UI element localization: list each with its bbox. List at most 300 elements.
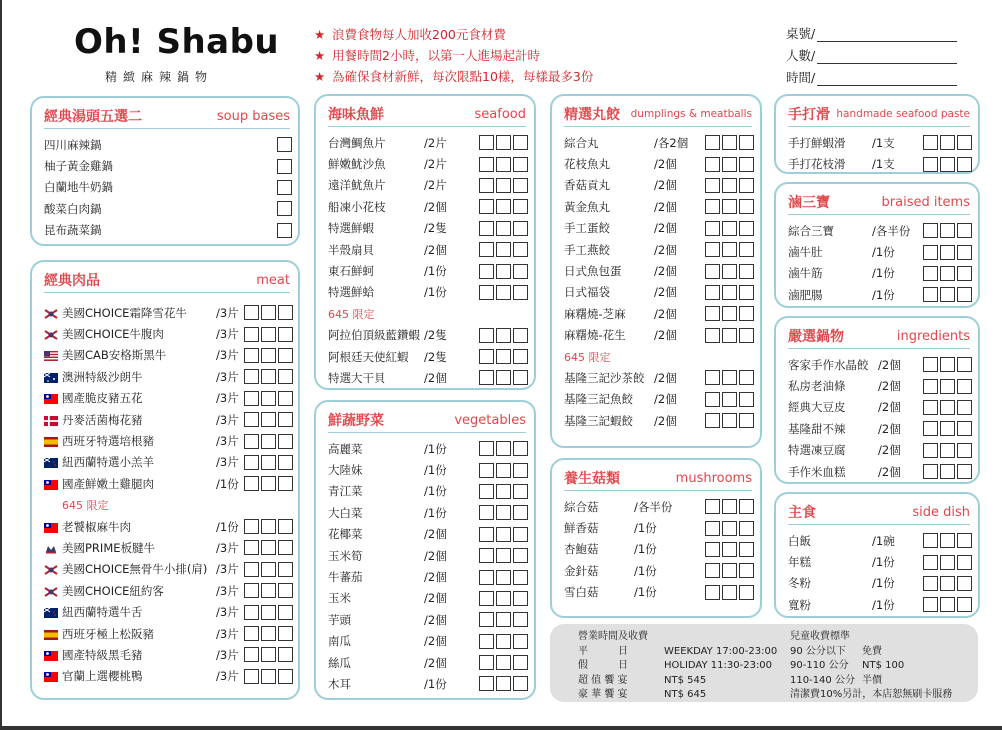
order-checkbox[interactable]	[513, 548, 528, 563]
order-checkbox[interactable]	[739, 499, 754, 514]
order-checkbox[interactable]	[923, 400, 938, 415]
order-checkbox[interactable]	[739, 264, 754, 279]
item-name: 花椰菜	[328, 527, 363, 542]
order-checkbox[interactable]	[479, 484, 494, 499]
item-name: 美國CHOICE牛腹肉	[62, 327, 164, 342]
item-name: 大陸妹	[328, 463, 363, 478]
order-checkbox[interactable]	[496, 370, 511, 385]
order-checkbox[interactable]	[496, 612, 511, 627]
order-checkbox[interactable]	[261, 305, 276, 320]
item-unit: /2個	[424, 548, 447, 563]
tw-flag-icon	[44, 393, 58, 403]
order-checkbox[interactable]	[923, 576, 938, 591]
order-checkbox[interactable]	[496, 221, 511, 236]
section-title: 精選丸餃	[564, 107, 620, 123]
order-checkbox[interactable]	[513, 463, 528, 478]
order-checkbox[interactable]	[722, 370, 737, 385]
order-checkbox[interactable]	[261, 562, 276, 577]
order-checkbox[interactable]	[705, 264, 720, 279]
hours-row: 假 日 HOLIDAY 11:30-23:00	[578, 660, 773, 671]
order-checkbox[interactable]	[957, 266, 972, 281]
order-checkbox[interactable]	[739, 157, 754, 172]
item-unit: /2個	[424, 591, 447, 606]
order-checkbox[interactable]	[739, 221, 754, 236]
item-name: 阿拉伯頂級藍鑽蝦	[328, 328, 420, 343]
order-checkbox[interactable]	[739, 178, 754, 193]
order-checkbox[interactable]	[496, 264, 511, 279]
order-checkbox[interactable]	[940, 443, 955, 458]
item-unit: /2個	[878, 443, 901, 458]
order-checkbox[interactable]	[940, 357, 955, 372]
order-checkbox[interactable]	[957, 157, 972, 172]
order-checkbox[interactable]	[277, 137, 292, 152]
item-unit: /2隻	[424, 349, 447, 364]
order-checkbox[interactable]	[261, 348, 276, 363]
order-checkbox[interactable]	[496, 328, 511, 343]
order-checkbox[interactable]	[479, 505, 494, 520]
order-checkbox[interactable]	[957, 576, 972, 591]
order-checkbox[interactable]	[513, 264, 528, 279]
us-brand-flag-icon	[44, 564, 58, 574]
order-checkbox[interactable]	[277, 180, 292, 195]
order-checkbox[interactable]	[496, 178, 511, 193]
item-name: 私房老油條	[788, 379, 846, 394]
order-checkbox[interactable]	[940, 421, 955, 436]
order-checkbox[interactable]	[479, 178, 494, 193]
item-unit: /2片	[424, 135, 447, 150]
order-checkbox[interactable]	[940, 223, 955, 238]
order-checkbox[interactable]	[496, 570, 511, 585]
order-checkbox[interactable]	[722, 499, 737, 514]
item-name: 半殼扇貝	[328, 242, 374, 257]
order-checkbox[interactable]	[479, 548, 494, 563]
order-checkbox[interactable]	[479, 242, 494, 257]
order-checkbox[interactable]	[479, 527, 494, 542]
order-checkbox[interactable]	[479, 676, 494, 691]
order-checkbox[interactable]	[479, 328, 494, 343]
order-checkbox[interactable]	[940, 400, 955, 415]
order-checkbox[interactable]	[722, 242, 737, 257]
order-checkbox[interactable]	[244, 348, 259, 363]
order-checkbox[interactable]	[705, 199, 720, 214]
order-checkbox[interactable]	[278, 562, 293, 577]
item-name: 紐西蘭特選小羔羊	[62, 455, 154, 470]
order-checkbox[interactable]	[923, 443, 938, 458]
order-checkbox[interactable]	[244, 391, 259, 406]
order-checkbox[interactable]	[277, 223, 292, 238]
order-checkbox[interactable]	[722, 178, 737, 193]
item-name: 船凍小花枝	[328, 199, 386, 214]
item-unit: /1份	[872, 576, 895, 591]
order-checkbox[interactable]	[957, 245, 972, 260]
item-name: 遠洋魷魚片	[328, 178, 386, 193]
kids-row: 90 公分以下 免費	[790, 645, 882, 657]
order-checkbox[interactable]	[496, 655, 511, 670]
order-checkbox[interactable]	[244, 562, 259, 577]
order-checkbox[interactable]	[705, 585, 720, 600]
order-checkbox[interactable]	[722, 135, 737, 150]
order-checkbox[interactable]	[722, 585, 737, 600]
order-checkbox[interactable]	[513, 441, 528, 456]
order-checkbox[interactable]	[722, 542, 737, 557]
order-checkbox[interactable]	[923, 223, 938, 238]
order-checkbox[interactable]	[278, 476, 293, 491]
order-checkbox[interactable]	[722, 264, 737, 279]
order-checkbox[interactable]	[722, 521, 737, 536]
tw-flag-icon	[44, 522, 58, 532]
order-checkbox[interactable]	[739, 542, 754, 557]
order-checkbox[interactable]	[739, 328, 754, 343]
item-unit: /3片	[216, 583, 239, 598]
menu-item-row	[564, 303, 754, 324]
order-checkbox[interactable]	[479, 570, 494, 585]
order-checkbox[interactable]	[496, 242, 511, 257]
order-checkbox[interactable]	[261, 391, 276, 406]
order-checkbox[interactable]	[739, 285, 754, 300]
item-unit: /3片	[216, 647, 239, 662]
order-checkbox[interactable]	[261, 327, 276, 342]
order-checkbox[interactable]	[722, 285, 737, 300]
item-unit: /1份	[424, 676, 447, 691]
order-checkbox[interactable]	[722, 563, 737, 578]
order-checkbox[interactable]	[278, 647, 293, 662]
order-checkbox[interactable]	[479, 591, 494, 606]
order-checkbox[interactable]	[940, 135, 955, 150]
order-checkbox[interactable]	[479, 463, 494, 478]
order-checkbox[interactable]	[513, 285, 528, 300]
order-checkbox[interactable]	[923, 357, 938, 372]
order-checkbox[interactable]	[496, 135, 511, 150]
order-checkbox[interactable]	[479, 221, 494, 236]
order-checkbox[interactable]	[923, 533, 938, 548]
order-checkbox[interactable]	[739, 413, 754, 428]
order-checkbox[interactable]	[940, 464, 955, 479]
order-checkbox[interactable]	[513, 328, 528, 343]
order-checkbox[interactable]	[479, 441, 494, 456]
order-checkbox[interactable]	[705, 328, 720, 343]
order-checkbox[interactable]	[479, 135, 494, 150]
order-checkbox[interactable]	[496, 676, 511, 691]
order-checkbox[interactable]	[705, 563, 720, 578]
order-checkbox[interactable]	[722, 221, 737, 236]
order-checkbox[interactable]	[278, 327, 293, 342]
order-checkbox[interactable]	[739, 563, 754, 578]
order-checkbox[interactable]	[496, 505, 511, 520]
order-checkbox[interactable]	[923, 287, 938, 302]
order-checkbox[interactable]	[278, 583, 293, 598]
order-checkbox[interactable]	[739, 392, 754, 407]
order-checkbox[interactable]	[722, 413, 737, 428]
item-name: 酸菜白肉鍋	[44, 201, 102, 216]
order-checkbox[interactable]	[513, 157, 528, 172]
order-checkbox[interactable]	[278, 434, 293, 449]
order-checkbox[interactable]	[278, 669, 293, 684]
order-checkbox[interactable]	[705, 521, 720, 536]
order-checkbox[interactable]	[940, 245, 955, 260]
section-title-en: braised items	[881, 194, 970, 210]
order-checkbox[interactable]	[261, 647, 276, 662]
order-checkbox[interactable]	[705, 285, 720, 300]
order-checkbox[interactable]	[244, 540, 259, 555]
order-checkbox[interactable]	[513, 199, 528, 214]
menu-item-row	[788, 440, 972, 461]
item-unit: /3片	[216, 669, 239, 684]
order-checkbox[interactable]	[722, 306, 737, 321]
item-unit: /2個	[424, 570, 447, 585]
item-unit: /2個	[654, 370, 677, 385]
item-unit: /1份	[424, 505, 447, 520]
order-checkbox[interactable]	[923, 379, 938, 394]
item-name: 美國CHOICE紐約客	[62, 583, 164, 598]
order-checkbox[interactable]	[278, 605, 293, 620]
order-checkbox[interactable]	[940, 287, 955, 302]
order-checkbox[interactable]	[722, 392, 737, 407]
menu-item-row	[564, 325, 754, 346]
order-checkbox[interactable]	[278, 540, 293, 555]
order-checkbox[interactable]	[739, 370, 754, 385]
order-checkbox[interactable]	[957, 223, 972, 238]
limit-label: 645 限定	[328, 307, 375, 321]
table-number-field[interactable]: 桌號/	[786, 20, 957, 42]
order-checkbox[interactable]	[739, 306, 754, 321]
order-checkbox[interactable]	[513, 484, 528, 499]
order-checkbox[interactable]	[739, 135, 754, 150]
item-name: 手打花枝滑	[788, 157, 846, 172]
order-checkbox[interactable]	[705, 178, 720, 193]
order-checkbox[interactable]	[496, 463, 511, 478]
order-checkbox[interactable]	[479, 655, 494, 670]
order-checkbox[interactable]	[940, 266, 955, 281]
order-checkbox[interactable]	[278, 455, 293, 470]
order-checkbox[interactable]	[705, 392, 720, 407]
order-checkbox[interactable]	[957, 400, 972, 415]
order-checkbox[interactable]	[957, 379, 972, 394]
order-checkbox[interactable]	[513, 591, 528, 606]
item-unit: /3片	[216, 605, 239, 620]
order-checkbox[interactable]	[244, 583, 259, 598]
order-checkbox[interactable]	[244, 327, 259, 342]
order-checkbox[interactable]	[940, 555, 955, 570]
order-checkbox[interactable]	[923, 555, 938, 570]
menu-item-row	[44, 601, 292, 622]
order-checkbox[interactable]	[479, 349, 494, 364]
order-checkbox[interactable]	[479, 285, 494, 300]
order-checkbox[interactable]	[244, 455, 259, 470]
order-checkbox[interactable]	[513, 612, 528, 627]
menu-item-row	[44, 430, 292, 451]
order-checkbox[interactable]	[923, 421, 938, 436]
order-checkbox[interactable]	[739, 521, 754, 536]
order-checkbox[interactable]	[722, 199, 737, 214]
order-checkbox[interactable]	[739, 585, 754, 600]
order-checkbox[interactable]	[278, 305, 293, 320]
order-checkbox[interactable]	[479, 157, 494, 172]
order-checkbox[interactable]	[261, 455, 276, 470]
order-checkbox[interactable]	[957, 443, 972, 458]
order-checkbox[interactable]	[479, 612, 494, 627]
order-checkbox[interactable]	[496, 285, 511, 300]
order-checkbox[interactable]	[513, 221, 528, 236]
order-checkbox[interactable]	[513, 135, 528, 150]
item-unit: /1份	[872, 266, 895, 281]
section-title: 經典肉品	[44, 273, 100, 289]
order-checkbox[interactable]	[923, 464, 938, 479]
order-checkbox[interactable]	[705, 370, 720, 385]
order-checkbox[interactable]	[722, 157, 737, 172]
order-checkbox[interactable]	[513, 527, 528, 542]
time-field[interactable]: 時間/	[786, 64, 957, 86]
es-flag-icon	[44, 629, 58, 639]
order-checkbox[interactable]	[513, 505, 528, 520]
order-checkbox[interactable]	[261, 369, 276, 384]
order-checkbox[interactable]	[261, 476, 276, 491]
order-checkbox[interactable]	[261, 412, 276, 427]
order-checkbox[interactable]	[244, 669, 259, 684]
order-checkbox[interactable]	[513, 242, 528, 257]
order-checkbox[interactable]	[513, 655, 528, 670]
order-checkbox[interactable]	[261, 669, 276, 684]
menu-item-row	[788, 153, 972, 174]
order-checkbox[interactable]	[940, 533, 955, 548]
order-checkbox[interactable]	[278, 519, 293, 534]
order-checkbox[interactable]	[261, 540, 276, 555]
order-checkbox[interactable]	[940, 597, 955, 612]
order-checkbox[interactable]	[513, 178, 528, 193]
order-checkbox[interactable]	[496, 527, 511, 542]
item-name: 寬粉	[788, 597, 811, 612]
order-checkbox[interactable]	[479, 370, 494, 385]
order-checkbox[interactable]	[244, 476, 259, 491]
order-checkbox[interactable]	[244, 626, 259, 641]
item-name: 白飯	[788, 533, 811, 548]
order-checkbox[interactable]	[261, 626, 276, 641]
order-checkbox[interactable]	[940, 576, 955, 591]
item-unit: /2個	[654, 328, 677, 343]
menu-item-row	[44, 177, 292, 198]
order-checkbox[interactable]	[244, 434, 259, 449]
order-checkbox[interactable]	[705, 157, 720, 172]
order-checkbox[interactable]	[278, 348, 293, 363]
order-checkbox[interactable]	[496, 484, 511, 499]
order-checkbox[interactable]	[923, 245, 938, 260]
order-checkbox[interactable]	[496, 157, 511, 172]
order-checkbox[interactable]	[705, 542, 720, 557]
order-checkbox[interactable]	[278, 391, 293, 406]
order-checkbox[interactable]	[739, 199, 754, 214]
order-checkbox[interactable]	[496, 634, 511, 649]
order-checkbox[interactable]	[496, 199, 511, 214]
order-checkbox[interactable]	[261, 583, 276, 598]
order-checkbox[interactable]	[278, 369, 293, 384]
order-checkbox[interactable]	[496, 548, 511, 563]
order-checkbox[interactable]	[957, 555, 972, 570]
order-checkbox[interactable]	[705, 413, 720, 428]
order-checkbox[interactable]	[513, 370, 528, 385]
order-checkbox[interactable]	[496, 349, 511, 364]
order-checkbox[interactable]	[479, 199, 494, 214]
guest-count-field[interactable]: 人數/	[786, 42, 957, 64]
order-checkbox[interactable]	[244, 412, 259, 427]
order-checkbox[interactable]	[923, 157, 938, 172]
order-checkbox[interactable]	[496, 591, 511, 606]
order-checkbox[interactable]	[244, 605, 259, 620]
order-checkbox[interactable]	[244, 647, 259, 662]
menu-item-row	[564, 410, 754, 431]
order-checkbox[interactable]	[940, 379, 955, 394]
menu-item-row	[328, 346, 528, 367]
order-checkbox[interactable]	[513, 676, 528, 691]
order-checkbox[interactable]	[277, 159, 292, 174]
item-name: 特選大干貝	[328, 370, 386, 385]
order-checkbox[interactable]	[705, 499, 720, 514]
order-checkbox[interactable]	[722, 328, 737, 343]
order-checkbox[interactable]	[513, 570, 528, 585]
order-checkbox[interactable]	[957, 464, 972, 479]
item-unit: /2個	[878, 464, 901, 479]
item-unit: /1份	[424, 484, 447, 499]
order-checkbox[interactable]	[278, 626, 293, 641]
order-checkbox[interactable]	[705, 135, 720, 150]
order-checkbox[interactable]	[244, 519, 259, 534]
order-checkbox[interactable]	[244, 305, 259, 320]
item-unit: /1份	[216, 519, 239, 534]
menu-item-row	[328, 175, 528, 196]
order-checkbox[interactable]	[957, 597, 972, 612]
menu-item-row	[328, 282, 528, 303]
order-checkbox[interactable]	[479, 634, 494, 649]
order-checkbox[interactable]	[957, 533, 972, 548]
order-checkbox[interactable]	[940, 157, 955, 172]
order-checkbox[interactable]	[244, 369, 259, 384]
menu-item-row	[788, 573, 972, 594]
order-checkbox[interactable]	[513, 634, 528, 649]
item-name: 杏鮑菇	[564, 542, 599, 557]
item-unit: /2片	[424, 157, 447, 172]
order-checkbox[interactable]	[513, 349, 528, 364]
order-checkbox[interactable]	[705, 221, 720, 236]
order-checkbox[interactable]	[496, 441, 511, 456]
order-checkbox[interactable]	[277, 201, 292, 216]
menu-item-row	[564, 582, 754, 603]
order-checkbox[interactable]	[957, 421, 972, 436]
order-checkbox[interactable]	[739, 242, 754, 257]
order-checkbox[interactable]	[923, 266, 938, 281]
order-checkbox[interactable]	[705, 242, 720, 257]
order-checkbox[interactable]	[923, 135, 938, 150]
order-checkbox[interactable]	[957, 287, 972, 302]
us-flag-icon	[44, 350, 58, 360]
order-checkbox[interactable]	[261, 519, 276, 534]
order-checkbox[interactable]	[705, 306, 720, 321]
order-checkbox[interactable]	[278, 412, 293, 427]
item-name: 青江菜	[328, 484, 363, 499]
item-unit: /2隻	[424, 328, 447, 343]
item-unit: /1碗	[872, 533, 895, 548]
menu-item-row	[328, 545, 528, 566]
menu-item-row	[564, 517, 754, 538]
item-unit: /2個	[654, 392, 677, 407]
order-checkbox[interactable]	[479, 264, 494, 279]
order-checkbox[interactable]	[957, 135, 972, 150]
order-checkbox[interactable]	[957, 357, 972, 372]
menu-item-row	[564, 153, 754, 174]
order-checkbox[interactable]	[923, 597, 938, 612]
menu-item-row	[328, 196, 528, 217]
order-checkbox[interactable]	[261, 605, 276, 620]
order-checkbox[interactable]	[261, 434, 276, 449]
notice-line: ★ 浪費食物每人加收200元食材費	[314, 24, 593, 45]
menu-item-row	[44, 644, 292, 665]
